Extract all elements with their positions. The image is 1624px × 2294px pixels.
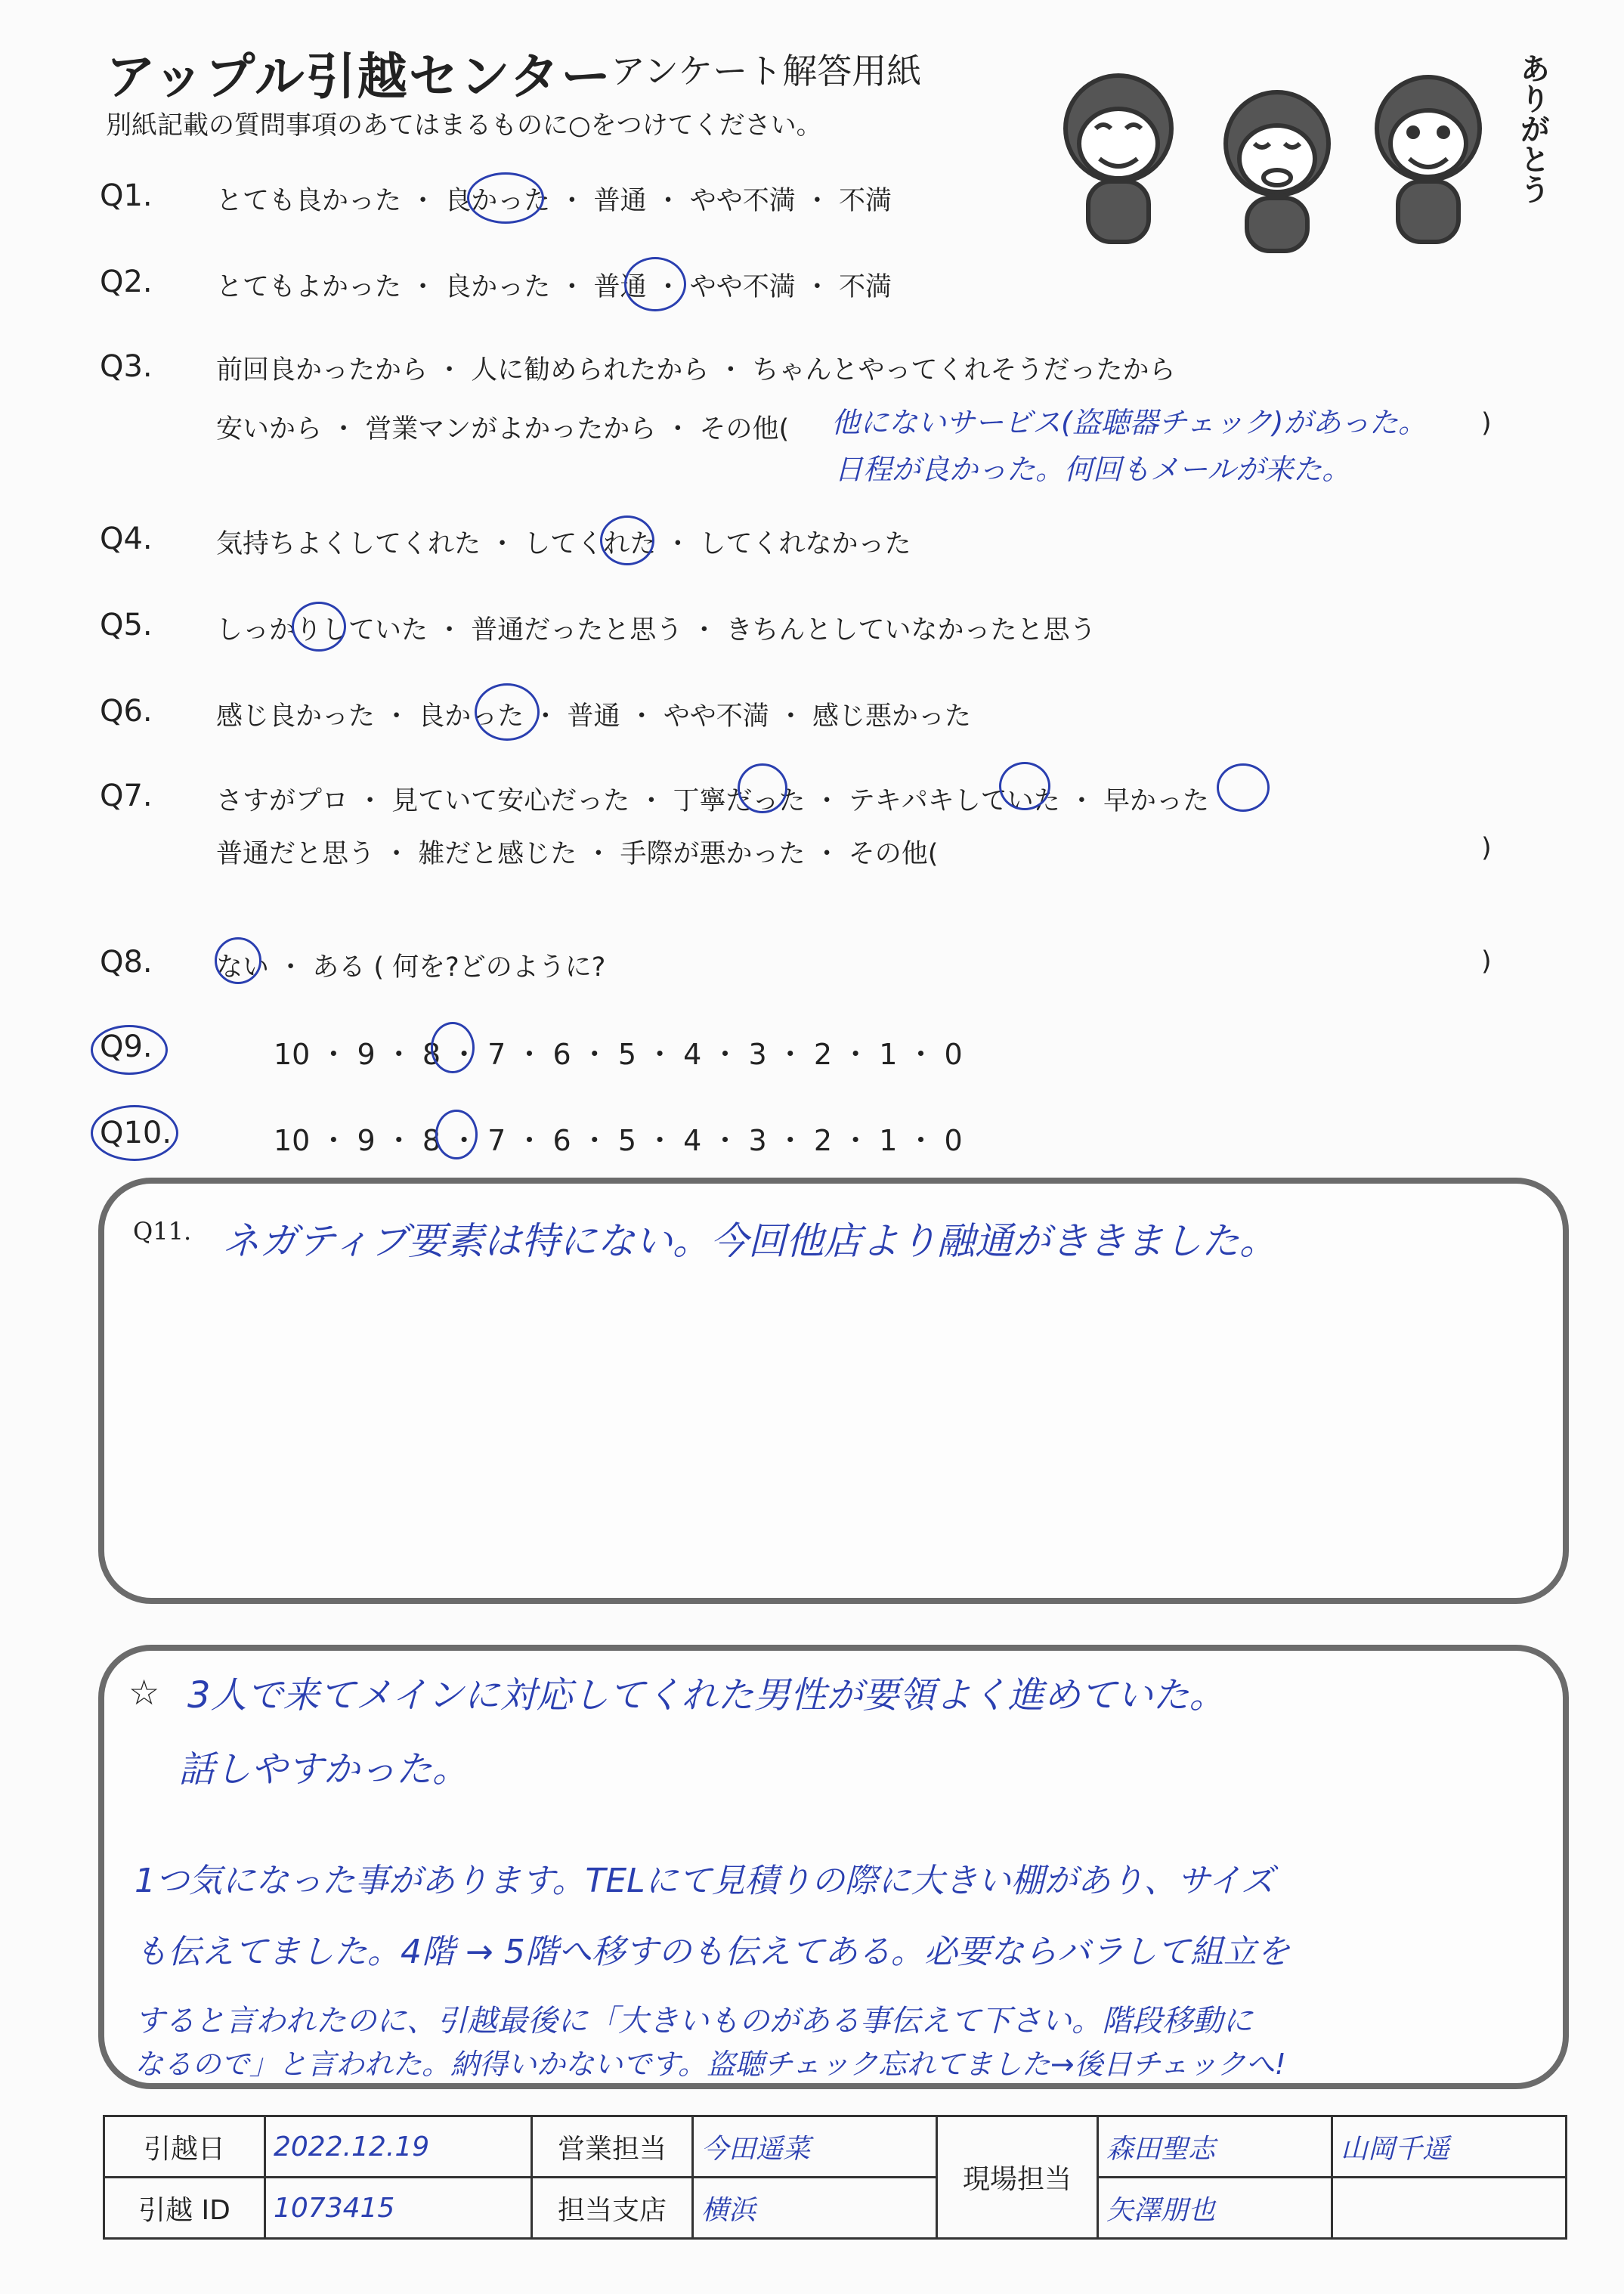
q10-label-mark <box>91 1105 178 1161</box>
sales-label: 営業担当 <box>532 2116 693 2178</box>
q6-label: Q6. <box>100 694 153 729</box>
q3-label: Q3. <box>100 349 153 384</box>
star-comment-line-1: 3人で来てメインに対応してくれた男性が要領よく進めていた。 <box>187 1674 1226 1717</box>
q11-label: Q11. <box>133 1217 192 1246</box>
q9-scale: 10 ・ 9 ・ 8 ・ 7 ・ 6 ・ 5 ・ 4 ・ 3 ・ 2 ・ 1 ・ 0 <box>274 1038 963 1071</box>
star-icon: ☆ <box>128 1672 160 1713</box>
q10-scale: 10 ・ 9 ・ 8 ・ 7 ・ 6 ・ 5 ・ 4 ・ 3 ・ 2 ・ 1 ・ 0 <box>274 1124 963 1157</box>
star-comment-line-2: 話しやすかった。 <box>178 1748 469 1791</box>
move-id-value: 1073415 <box>265 2178 532 2239</box>
q7-options-line2: 普通だと思う ・ 雑だと感じた ・ 手際が悪かった ・ その他( <box>216 839 939 869</box>
q1-selection-mark <box>467 172 544 224</box>
q10-label: Q10. <box>100 1116 172 1150</box>
page-title: アップル引越センター <box>106 48 613 106</box>
q3-options-line1: 前回良かったから ・ 人に勧められたから ・ ちゃんとやってくれそうだったから <box>216 355 1176 385</box>
q7-label: Q7. <box>100 779 153 813</box>
q1-label: Q1. <box>100 178 153 213</box>
q6-selection-mark <box>475 683 540 741</box>
q3-handwriting-line2: 日程が良かった。何回もメールが来た。 <box>834 453 1351 486</box>
q6-options: 感じ良かった ・ 良かった ・ 普通 ・ やや不満 ・ 感じ悪かった <box>216 701 972 732</box>
q9-selection-mark <box>431 1022 475 1073</box>
q10-selection-mark <box>435 1110 478 1159</box>
q7-options-line1: さすがプロ ・ 見ていて安心だった ・ 丁寧だった ・ テキパキしていた ・ 早かった <box>216 786 1210 816</box>
q4-options: 気持ちよくしてくれた ・ してくれた ・ してくれなかった <box>216 529 911 559</box>
move-id-label: 引越 ID <box>104 2178 265 2239</box>
q4-label: Q4. <box>100 522 153 556</box>
thanks-badge: ありがとう <box>1515 53 1550 204</box>
page-subtitle: アンケート解答用紙 <box>611 51 922 91</box>
q4-selection-mark <box>600 515 654 565</box>
star-comment-line-3: 1つ気になった事があります。TELにて見積りの際に大きい棚があり、サイズ <box>135 1862 1275 1900</box>
q8-label: Q8. <box>100 945 153 980</box>
q3-close-paren: ) <box>1481 408 1492 438</box>
q7-selection-mark-3 <box>1217 763 1270 812</box>
monkey-mascot-left-icon <box>1066 76 1171 242</box>
q2-selection-mark <box>624 257 686 311</box>
sales-value: 今田遥菜 <box>693 2116 937 2178</box>
star-comment-line-4: も伝えてました。4階 → 5階へ移すのも伝えてある。必要ならバラして組立を <box>135 1933 1290 1971</box>
site-staff-empty <box>1332 2178 1567 2239</box>
q1-options: とても良かった ・ 良かった ・ 普通 ・ やや不満 ・ 不満 <box>216 186 892 216</box>
star-comment-line-5: すると言われたのに、引越最後に「大きいものがある事伝えて下さい。階段移動に <box>135 2004 1253 2039</box>
site-staff-2: 山岡千遥 <box>1332 2116 1567 2178</box>
q9-label: Q9. <box>100 1029 153 1064</box>
q5-label: Q5. <box>100 608 153 642</box>
site-staff-1: 森田聖志 <box>1098 2116 1332 2178</box>
branch-label: 担当支店 <box>532 2178 693 2239</box>
q9-label-mark <box>91 1025 168 1075</box>
q8-close-paren: ) <box>1481 946 1492 977</box>
instruction-text: 別紙記載の質問事項のあてはまるものに○をつけてください。 <box>106 110 822 141</box>
site-staff-3: 矢澤朋也 <box>1098 2178 1332 2239</box>
q5-selection-mark <box>292 602 346 652</box>
q7-close-paren: ) <box>1481 833 1492 863</box>
q5-options: しっかりしていた ・ 普通だったと思う ・ きちんとしていなかったと思う <box>216 615 1097 645</box>
footer-table <box>103 2115 1567 2240</box>
branch-value: 横浜 <box>693 2178 937 2239</box>
q2-options: とてもよかった ・ 良かった ・ 普通 ・ やや不満 ・ 不満 <box>216 272 892 302</box>
move-date-value: 2022.12.19 <box>265 2116 532 2178</box>
q11-handwriting: ネガティブ要素は特にない。今回他店より融通がききました。 <box>222 1219 1277 1263</box>
monkey-mascot-right-icon <box>1377 77 1480 242</box>
q3-options-line2: 安いから ・ 営業マンがよかったから ・ その他( <box>216 414 790 444</box>
site-staff-label: 現場担当 <box>937 2116 1098 2239</box>
move-date-label: 引越日 <box>104 2116 265 2178</box>
q3-handwriting-line1: 他にないサービス(盗聴器チェック)があった。 <box>831 406 1428 439</box>
monkey-mascot-center-icon <box>1226 92 1329 251</box>
q7-selection-mark-1 <box>738 763 787 813</box>
star-comment-line-6: なるので」と言われた。納得いかないです。盗聴チェック忘れてました→後日チェックへ! <box>135 2048 1286 2081</box>
q8-options: ない ・ ある ( 何を?どのように? <box>216 952 606 983</box>
q2-label: Q2. <box>100 265 153 299</box>
q7-selection-mark-2 <box>999 762 1050 810</box>
monkey-mascot-icon <box>1035 30 1519 257</box>
q8-selection-mark <box>215 937 261 984</box>
